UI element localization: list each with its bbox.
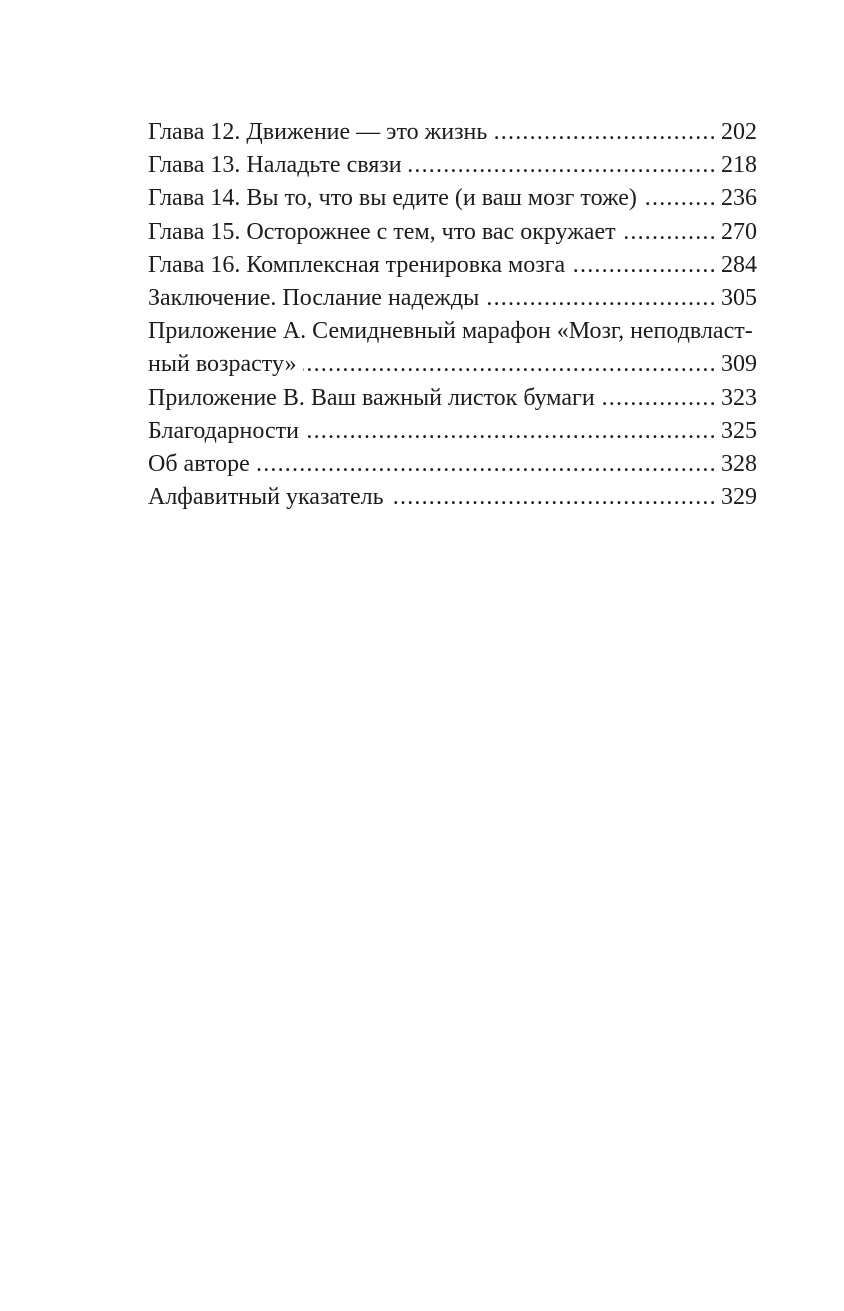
- toc-page-number: 236: [714, 182, 757, 215]
- toc-row: [148, 282, 757, 315]
- toc-page-number: 270: [714, 216, 757, 249]
- toc-page-number: 323: [714, 382, 757, 415]
- toc-page-number: 218: [714, 149, 757, 182]
- toc-entry-title: Глава 16. Комплексная тренировка мозга: [148, 252, 571, 278]
- toc-entry-title: Об авторе: [148, 451, 256, 477]
- toc-entry-title: Глава 15. Осторожнее с тем, что вас окружает: [148, 219, 622, 245]
- toc-page-number: 329: [714, 481, 757, 514]
- toc-row: [148, 415, 757, 448]
- toc-page-number: 305: [714, 282, 757, 315]
- toc-entry-title: Приложение А. Семидневный марафон «Мозг, неподвласт-: [148, 318, 759, 344]
- toc-row: [148, 116, 757, 149]
- toc-entry-title: Глава 12. Движение — это жизнь: [148, 119, 493, 145]
- toc-row-wrapped-first-line: [148, 315, 757, 348]
- toc-page-number: 309: [714, 348, 757, 381]
- toc-row-wrapped-second-line: [148, 348, 757, 381]
- toc-entry-title: Алфавитный указатель: [148, 484, 390, 510]
- toc-entry-title: Заключение. Послание надежды: [148, 285, 485, 311]
- toc-page-number: 202: [714, 116, 757, 149]
- toc-page-number: 325: [714, 415, 757, 448]
- toc-entry-title: Благодарности: [148, 418, 305, 444]
- toc-row: [148, 448, 757, 481]
- toc-entry-title: Глава 14. Вы то, что вы едите (и ваш мозг тоже): [148, 185, 643, 211]
- toc-entry-title: Глава 13. Наладьте связи: [148, 152, 408, 178]
- toc-entry-title: Приложение В. Ваш важный листок бумаги: [148, 385, 601, 411]
- table-of-contents: [148, 116, 757, 514]
- toc-row: [148, 382, 757, 415]
- toc-row: [148, 249, 757, 282]
- toc-row: [148, 481, 757, 514]
- toc-page-number: 284: [714, 249, 757, 282]
- toc-page-number: 328: [714, 448, 757, 481]
- toc-row: [148, 182, 757, 215]
- toc-row: [148, 216, 757, 249]
- toc-row: [148, 149, 757, 182]
- toc-entry-title: ный возрасту»: [148, 351, 303, 377]
